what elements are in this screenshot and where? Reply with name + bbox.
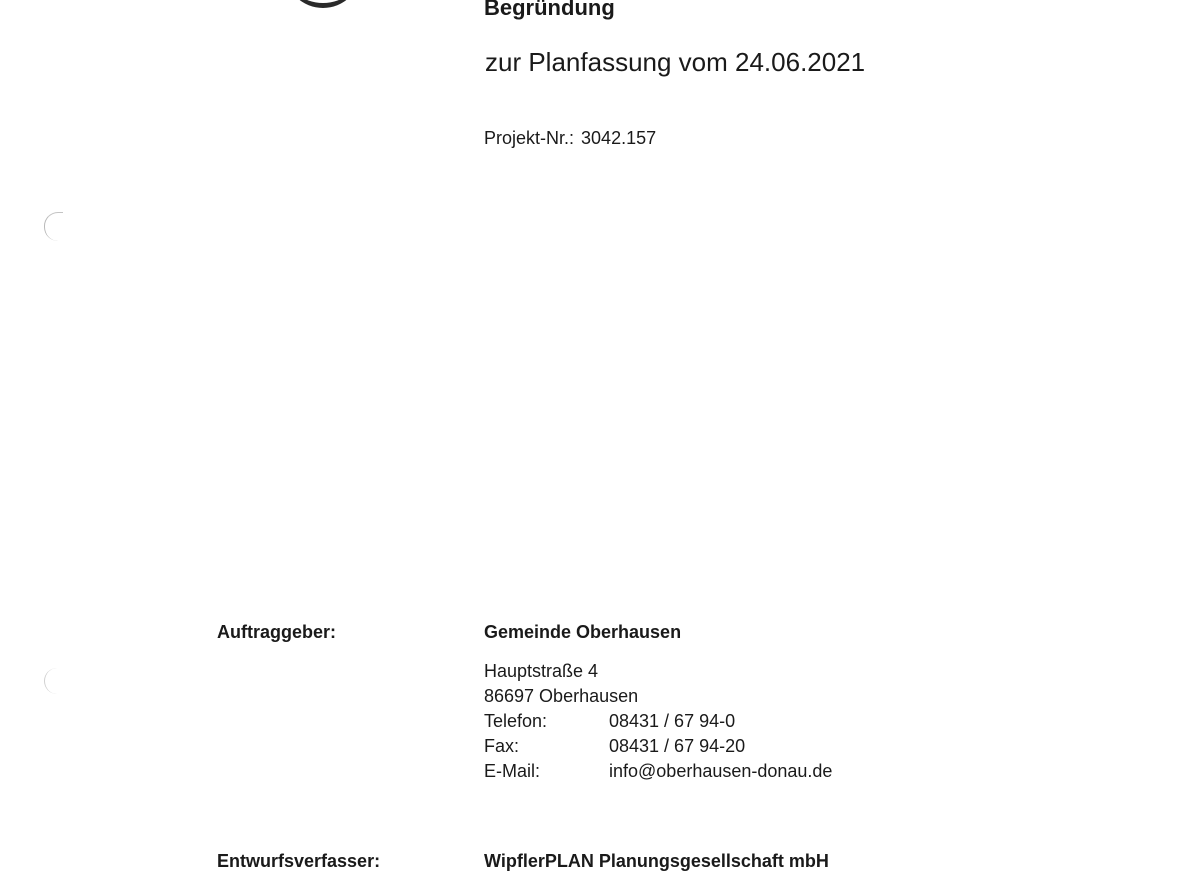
author-section-label: Entwurfsverfasser: xyxy=(217,851,381,871)
document-subtitle: zur Planfassung vom 24.06.2021 xyxy=(485,47,866,77)
client-section-label: Auftraggeber: xyxy=(217,622,337,642)
client-email-row xyxy=(484,759,832,784)
scan-punch-hole-mark xyxy=(44,668,57,694)
client-name: Gemeinde Oberhausen xyxy=(484,622,682,642)
phone-label: Telefon: xyxy=(484,711,548,731)
client-address-block xyxy=(484,659,832,784)
phone-value: 08431 / 67 94-0 xyxy=(609,711,736,731)
client-fax-row xyxy=(484,734,832,759)
seal-emblem xyxy=(285,0,361,8)
project-number-row xyxy=(484,127,656,149)
client-phone-row xyxy=(484,709,832,734)
project-number-label: Projekt-Nr.: xyxy=(484,128,575,148)
email-value: info@oberhausen-donau.de xyxy=(609,761,833,781)
author-name: WipflerPLAN Planungsgesellschaft mbH xyxy=(484,851,829,871)
project-number-value: 3042.157 xyxy=(581,128,657,148)
fax-value: 08431 / 67 94-20 xyxy=(609,736,746,756)
client-city: 86697 Oberhausen xyxy=(484,686,639,706)
email-label: E-Mail: xyxy=(484,761,541,781)
fax-label: Fax: xyxy=(484,736,520,756)
client-street: Hauptstraße 4 xyxy=(484,661,599,681)
document-title: Begründung xyxy=(484,0,615,20)
scan-punch-hole-mark xyxy=(44,212,63,241)
